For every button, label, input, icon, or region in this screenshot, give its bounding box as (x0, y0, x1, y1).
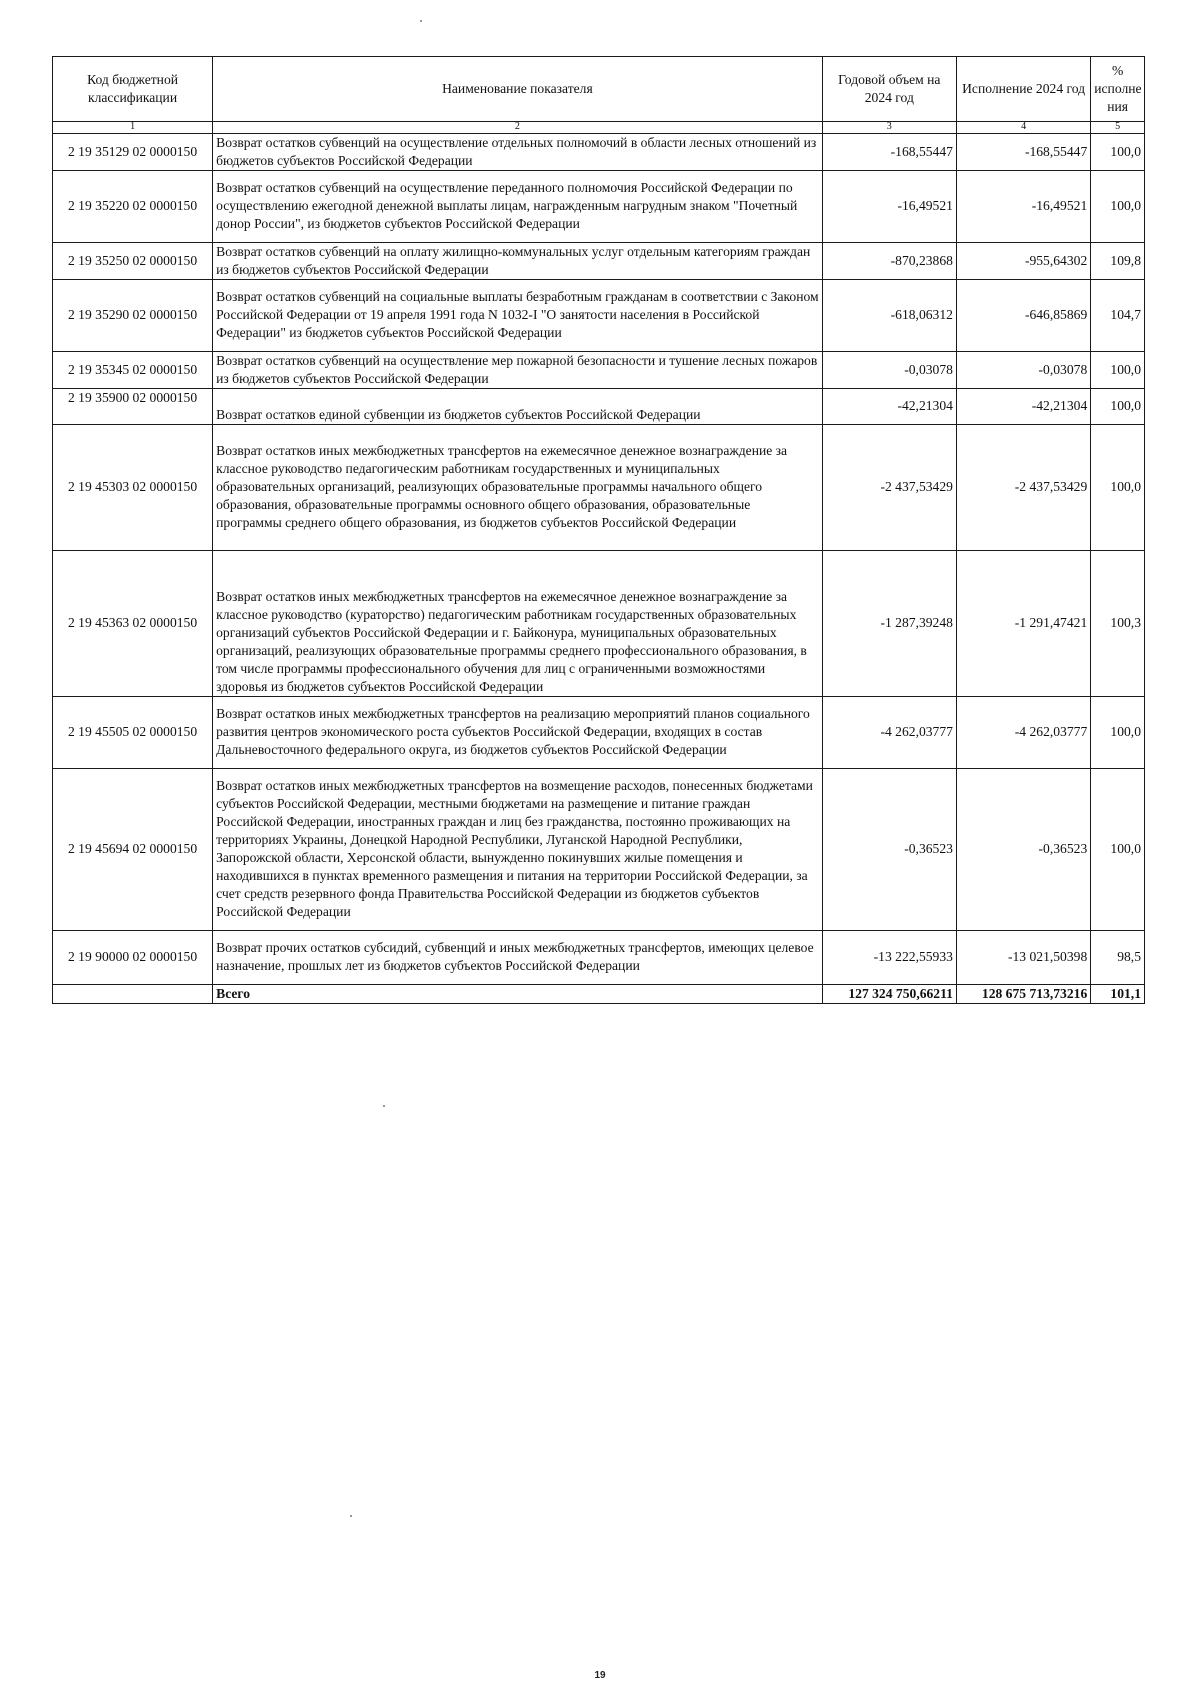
row-name: Возврат остатков единой субвенции из бюджетов субъектов Российской Федерации (213, 388, 823, 424)
total-execution: 128 675 713,73216 (956, 984, 1090, 1003)
row-annual: -1 287,39248 (822, 550, 956, 696)
row-annual: -42,21304 (822, 388, 956, 424)
row-percent: 100,0 (1091, 134, 1145, 171)
row-execution: -4 262,03777 (956, 696, 1090, 768)
total-label: Всего (213, 984, 823, 1003)
row-name: Возврат прочих остатков субсидий, субвенций и иных межбюджетных трансфертов, имеющих целевое назначение, прошлых лет из бюджетов субъектов Российской Федерации (213, 930, 823, 984)
total-code (53, 984, 213, 1003)
page-number: 19 (594, 1670, 606, 1681)
table-row (53, 696, 1145, 768)
row-execution: -0,03078 (956, 351, 1090, 388)
table-row (53, 351, 1145, 388)
row-percent: 109,8 (1091, 242, 1145, 279)
row-code: 2 19 45303 02 0000150 (53, 424, 213, 550)
row-name: Возврат остатков субвенций на осуществление отдельных полномочий в области лесных отношений из бюджетов субъектов Российской Федерации (213, 134, 823, 171)
row-name: Возврат остатков иных межбюджетных трансфертов на ежемесячное денежное вознаграждение за классное руководство (кураторство) педагогическим работникам государственных образовательных организаций субъектов Российской Федерации и г. Байконура, муниципальных образовательных организаций, реализующих образовательные программы среднего профессионального образования, в том числе программы профессионального обучения для лиц с ограниченными возможностями здоровья из бюджетов субъектов Российской Федерации (213, 550, 823, 696)
column-number-row (53, 122, 1145, 134)
header-row (53, 57, 1145, 122)
row-annual: -0,03078 (822, 351, 956, 388)
scan-speck (350, 1515, 352, 1517)
table-row (53, 242, 1145, 279)
row-code: 2 19 35345 02 0000150 (53, 351, 213, 388)
row-execution: -42,21304 (956, 388, 1090, 424)
row-percent: 100,0 (1091, 768, 1145, 930)
row-annual: -16,49521 (822, 170, 956, 242)
table-row (53, 424, 1145, 550)
header-code: Код бюджетной классификации (53, 57, 213, 122)
budget-table-sheet (52, 56, 1145, 1004)
budget-execution-table (52, 56, 1145, 1004)
column-number: 1 (53, 122, 213, 134)
row-annual: -13 222,55933 (822, 930, 956, 984)
row-name: Возврат остатков субвенций на социальные выплаты безработным гражданам в соответствии с Законом Российской Федерации от 19 апреля 1991 года N 1032-I "О занятости населения в Российской Федерации" из бюджетов субъектов Российской Федерации (213, 279, 823, 351)
row-percent: 100,0 (1091, 388, 1145, 424)
row-annual: -0,36523 (822, 768, 956, 930)
table-row (53, 930, 1145, 984)
table-row (53, 550, 1145, 696)
table-row (53, 768, 1145, 930)
total-percent: 101,1 (1091, 984, 1145, 1003)
row-percent: 100,0 (1091, 696, 1145, 768)
row-execution: -16,49521 (956, 170, 1090, 242)
row-annual: -870,23868 (822, 242, 956, 279)
row-annual: -168,55447 (822, 134, 956, 171)
column-number: 2 (213, 122, 823, 134)
row-execution: -168,55447 (956, 134, 1090, 171)
row-execution: -13 021,50398 (956, 930, 1090, 984)
row-annual: -2 437,53429 (822, 424, 956, 550)
row-percent: 104,7 (1091, 279, 1145, 351)
table-row (53, 279, 1145, 351)
total-annual: 127 324 750,66211 (822, 984, 956, 1003)
row-code: 2 19 35220 02 0000150 (53, 170, 213, 242)
row-code: 2 19 45694 02 0000150 (53, 768, 213, 930)
table-row (53, 170, 1145, 242)
header-percent: % исполне ния (1091, 57, 1145, 122)
row-percent: 100,0 (1091, 170, 1145, 242)
row-code: 2 19 35250 02 0000150 (53, 242, 213, 279)
column-number: 5 (1091, 122, 1145, 134)
row-code: 2 19 45505 02 0000150 (53, 696, 213, 768)
row-percent: 100,0 (1091, 351, 1145, 388)
row-percent: 100,3 (1091, 550, 1145, 696)
row-code: 2 19 90000 02 0000150 (53, 930, 213, 984)
column-number: 4 (956, 122, 1090, 134)
row-name: Возврат остатков иных межбюджетных трансфертов на реализацию мероприятий планов социального развития центров экономического роста субъектов Российской Федерации, входящих в состав Дальневосточного федерального округа, из бюджетов субъектов Российской Федерации (213, 696, 823, 768)
row-execution: -0,36523 (956, 768, 1090, 930)
header-annual: Годовой объем на 2024 год (822, 57, 956, 122)
header-execution: Исполнение 2024 год (956, 57, 1090, 122)
row-execution: -646,85869 (956, 279, 1090, 351)
row-name: Возврат остатков иных межбюджетных трансфертов на возмещение расходов, понесенных бюджетами субъектов Российской Федерации, местными бюджетами на размещение и питание граждан Российской Федерации, иностранных граждан и лиц без гражданства, постоянно проживающих на территориях Украины, Донецкой Народной Республики, Луганской Народной Республики, Запорожской области, Херсонской области, вынужденно покинувших жилые помещения и находившихся в пунктах временного размещения и питания на территории Российской Федерации, за счет средств резервного фонда Правительства Российской Федерации из бюджетов субъектов Российской Федерации (213, 768, 823, 930)
row-code: 2 19 45363 02 0000150 (53, 550, 213, 696)
row-name: Возврат остатков субвенций на осуществление мер пожарной безопасности и тушение лесных пожаров из бюджетов субъектов Российской Федерации (213, 351, 823, 388)
row-name: Возврат остатков субвенций на оплату жилищно-коммунальных услуг отдельным категориям граждан из бюджетов субъектов Российской Федерации (213, 242, 823, 279)
row-execution: -955,64302 (956, 242, 1090, 279)
table-row (53, 134, 1145, 171)
row-name: Возврат остатков иных межбюджетных трансфертов на ежемесячное денежное вознаграждение за классное руководство педагогическим работникам государственных и муниципальных образовательных организаций, реализующих образовательные программы начального общего образования, образовательные программы основного общего образования, образовательные программы среднего общего образования, из бюджетов субъектов Российской Федерации (213, 424, 823, 550)
row-code: 2 19 35900 02 0000150 (53, 388, 213, 424)
row-code: 2 19 35290 02 0000150 (53, 279, 213, 351)
row-percent: 98,5 (1091, 930, 1145, 984)
row-name: Возврат остатков субвенций на осуществление переданного полномочия Российской Федерации по осуществлению ежегодной денежной выплаты лицам, награжденным нагрудным знаком "Почетный донор России", из бюджетов субъектов Российской Федерации (213, 170, 823, 242)
row-annual: -4 262,03777 (822, 696, 956, 768)
table-row (53, 388, 1145, 424)
total-row (53, 984, 1145, 1003)
row-percent: 100,0 (1091, 424, 1145, 550)
row-code: 2 19 35129 02 0000150 (53, 134, 213, 171)
row-execution: -2 437,53429 (956, 424, 1090, 550)
scan-speck (420, 20, 422, 22)
column-number: 3 (822, 122, 956, 134)
row-execution: -1 291,47421 (956, 550, 1090, 696)
header-name: Наименование показателя (213, 57, 823, 122)
row-annual: -618,06312 (822, 279, 956, 351)
scan-speck (383, 1105, 385, 1107)
